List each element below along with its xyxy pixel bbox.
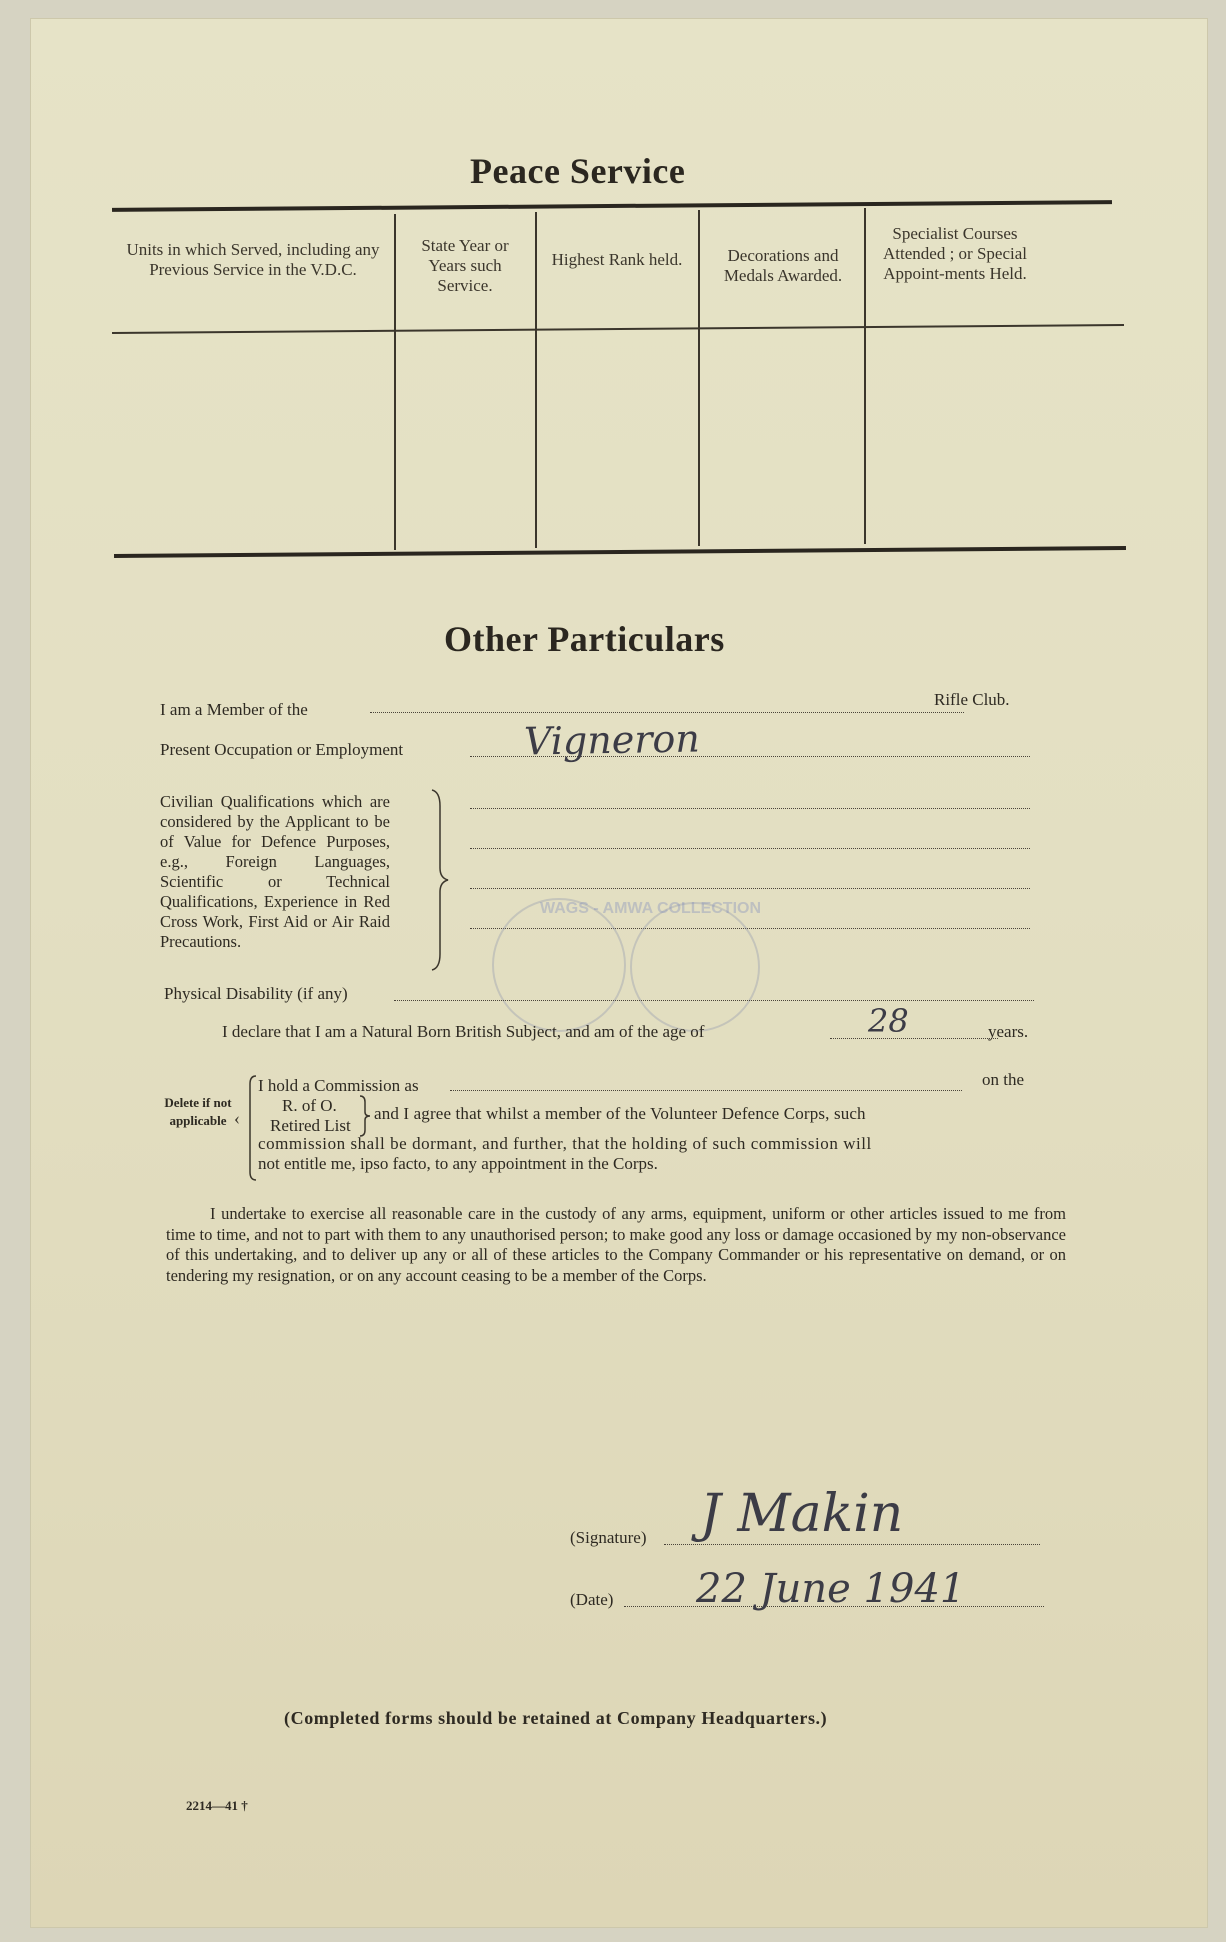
column-header-decorations: Decorations and Medals Awarded. [723,246,843,285]
date-handwriting: 22 June 1941 [696,1566,966,1612]
column-header-years: State Year or Years such Service. [421,236,509,295]
declaration-suffix: years. [988,1022,1029,1041]
table-bottom-rule [114,546,1126,558]
left-brace [246,1074,258,1182]
signature-handwriting: J Makin [700,1484,904,1544]
table-col-divider [698,210,700,546]
disability-field[interactable] [394,1000,1034,1001]
table-header-rule [112,324,1124,333]
civilian-field-line[interactable] [470,888,1030,889]
member-label: I am a Member of the [160,700,308,719]
commission-ro: R. of O. [282,1096,337,1115]
form-page [30,18,1208,1928]
delete-note: Delete if not applicable [164,1095,232,1128]
commission-field[interactable] [450,1090,962,1091]
commission-line2: and I agree that whilst a member of the Volunteer Defence Corps, such [374,1104,866,1123]
small-right-brace [358,1094,372,1138]
member-field[interactable] [370,712,964,713]
collection-stamp [492,898,626,1032]
age-handwriting: 28 [868,1002,909,1040]
watermark-text: WAGS - AMWA COLLECTION [540,900,762,917]
other-particulars-title: Other Particulars [444,619,725,659]
undertaking-paragraph: I undertake to exercise all reasonable care in the custody of any arms, equipment, uniform or other articles issued to me from time to time, and not to part with them to any unauthorised person; to make good any loss or damage occasioned by my non-observance of this undertaking, and to deliver up any or all of these articles to the Company Commander or his representative on demand, or on tendering my resignation, or on any account ceasing to be a member of the Corps. [166,1204,1066,1285]
member-suffix: Rifle Club. [934,690,1010,709]
occupation-label: Present Occupation or Employment [160,740,404,759]
collection-stamp [630,902,760,1032]
table-top-rule [112,200,1112,212]
commission-retired: Retired List [270,1116,351,1135]
table-col-divider [535,212,537,548]
civilian-qualifications-label: Civilian Qualifications which are considered by the Applicant to be of Value for Defence Purposes, e.g., Foreign Languages, Scientific or Technical Qualifications, Experience in Red Cross Work, First Aid or Air Raid Precautions. [160,792,390,951]
declaration-label: I declare that I am a Natural Born British Subject, and am of the age of [222,1022,705,1041]
disability-label: Physical Disability (if any) [164,984,348,1003]
peace-service-title: Peace Service [470,151,686,191]
occupation-handwriting: Vigneron [523,716,701,764]
left-brace-point: ‹ [234,1108,240,1128]
column-header-rank: Highest Rank held. [551,250,683,269]
commission-line1: I hold a Commission as [258,1076,419,1095]
civilian-field-line[interactable] [470,808,1030,809]
form-number: 2214—41 † [186,1798,248,1813]
signature-field[interactable] [664,1544,1040,1545]
footer-note: (Completed forms should be retained at Company Headquarters.) [284,1708,828,1728]
commission-line3: commission shall be dormant, and further, that the holding of such commission will [258,1134,872,1153]
signature-label: (Signature) [570,1528,647,1547]
column-header-units: Units in which Served, including any Previous Service in the V.D.C. [126,240,380,279]
date-label: (Date) [570,1590,614,1609]
commission-line1-suffix: on the [982,1070,1025,1089]
column-header-courses: Specialist Courses Attended ; or Special Appoint-ments Held. [883,224,1027,283]
table-col-divider [394,214,396,550]
civilian-field-line[interactable] [470,848,1030,849]
commission-line4: not entitle me, ipso facto, to any appointment in the Corps. [258,1154,658,1173]
right-brace [430,788,450,972]
age-field[interactable] [830,1038,998,1039]
table-col-divider [864,208,866,544]
